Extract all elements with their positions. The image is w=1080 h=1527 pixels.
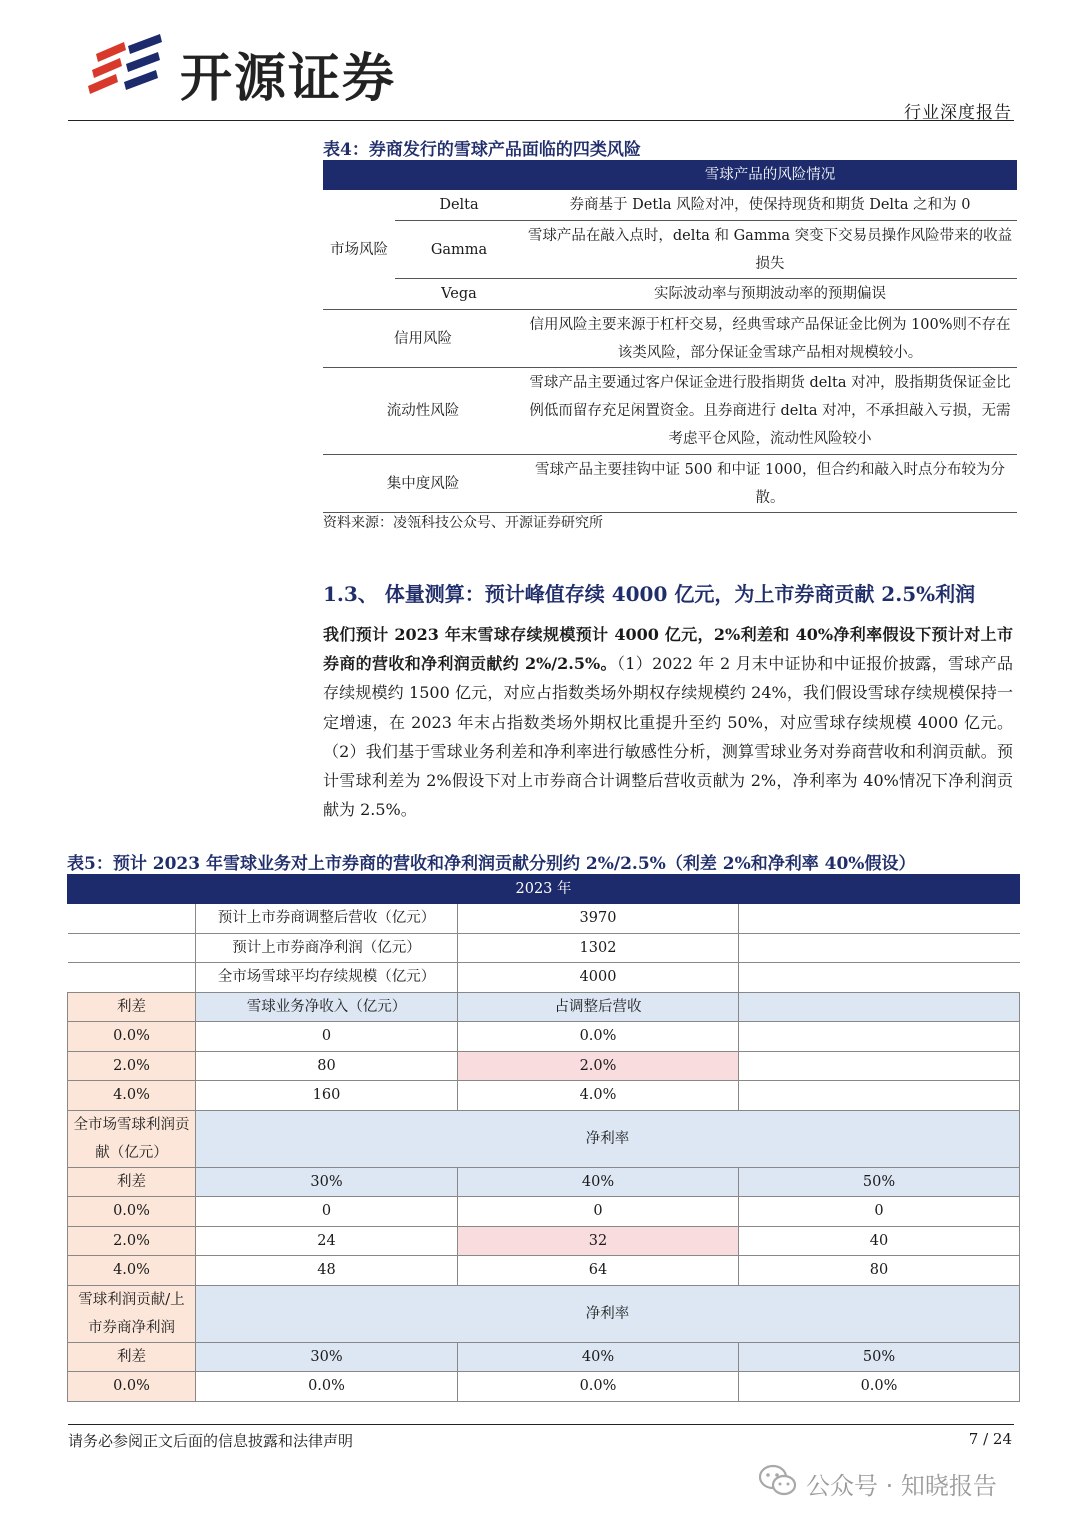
table-row (68, 1197, 1020, 1227)
table-row (68, 1342, 1020, 1372)
company-logo (88, 32, 418, 109)
base-label: 全市场雪球平均存续规模（亿元） (196, 963, 458, 993)
table-row (68, 1081, 1020, 1111)
blank-cell (68, 904, 196, 934)
share-value: 4.0% (458, 1081, 739, 1111)
risk-table-header: 雪球产品的风险情况 (523, 160, 1017, 190)
blank-cell (68, 933, 196, 963)
margin-header: 30% (196, 1342, 458, 1372)
blank-cell (739, 904, 1020, 934)
income-header: 雪球业务净收入（亿元） (196, 992, 458, 1022)
spread-value: 0.0% (68, 1197, 196, 1227)
ratio-value: 0.0% (739, 1372, 1020, 1402)
paragraph-lead: 我们预计 2023 年末雪球存续规模预计 4000 亿元，2%利差和 40%净利率假设下预计对上市券商的营收和净利润贡献约 2%/2.5%。 (323, 625, 1013, 674)
risk-desc: 实际波动率与预期波动率的预期偏误 (523, 279, 1017, 310)
section-paragraph (323, 620, 1013, 824)
risk-desc: 雪球产品主要挂钩中证 500 和中证 1000，但合约和敲入时点分布较为分散。 (523, 455, 1017, 513)
share-value: 0.0% (458, 1022, 739, 1052)
table-row (323, 310, 1017, 368)
table-row (68, 1285, 1020, 1342)
risk-name: 信用风险 (323, 310, 523, 368)
margin-header: 40% (458, 1167, 739, 1197)
risk-name: 流动性风险 (323, 368, 523, 455)
share-header: 占调整后营收 (458, 992, 739, 1022)
profit-value: 0 (458, 1197, 739, 1227)
table-row (68, 992, 1020, 1022)
table-row (323, 190, 1017, 221)
header-divider (68, 120, 1014, 121)
table-row (68, 1372, 1020, 1402)
footer-disclaimer: 请务必参阅正文后面的信息披露和法律声明 (68, 1432, 354, 1450)
table-row (68, 1256, 1020, 1286)
footer-divider (68, 1424, 1014, 1425)
blank-cell (739, 1081, 1020, 1111)
net-margin-label: 净利率 (196, 1110, 1020, 1167)
header-blank-cell (323, 160, 523, 190)
section-title: 1.3、 体量测算：预计峰值存续 4000 亿元，为上市券商贡献 2.5%利润 (323, 582, 976, 606)
table-row (68, 963, 1020, 993)
spread-value: 2.0% (68, 1226, 196, 1256)
wechat-icon (758, 1464, 798, 1498)
net-margin-label: 净利率 (196, 1285, 1020, 1342)
year-header: 2023 年 (68, 875, 1020, 904)
table-row (68, 1110, 1020, 1167)
table-row (68, 1167, 1020, 1197)
risk-desc: 券商基于 Detla 风险对冲，使保持现货和期货 Delta 之和为 0 (523, 190, 1017, 221)
margin-header: 50% (739, 1342, 1020, 1372)
spread-value: 2.0% (68, 1051, 196, 1081)
profit-value: 80 (739, 1256, 1020, 1286)
risk-name: Delta (395, 190, 523, 221)
table-row (68, 904, 1020, 934)
spread-header: 利差 (68, 1167, 196, 1197)
year-header-row (68, 875, 1020, 904)
income-value: 80 (196, 1051, 458, 1081)
base-value: 1302 (458, 933, 739, 963)
spread-header: 利差 (68, 992, 196, 1022)
table-row (323, 368, 1017, 455)
spread-value: 0.0% (68, 1022, 196, 1052)
profit-value: 24 (196, 1226, 458, 1256)
paragraph-body: （1）2022 年 2 月末中证协和中证报价披露，雪球产品存续规模约 1500 亿元，对应占指数类场外期权存续规模约 24%，我们假设雪球存续规模保持一定增速，在 2023 年末占指数类场外期权比重提升至约 50%，对应雪球存续规模 4000 亿元。（2）我们基于雪球业务利差和净利率进行敏感性分析，测算雪球业务对券商营收和利润贡献。预计雪球利差为 2%假设下对上市券商合计调整后营收贡献为 2%，净利率为 40%情况下净利润贡献为 2.5%。 (323, 654, 1013, 820)
profit-value: 0 (196, 1197, 458, 1227)
risk-table-header-row (323, 160, 1017, 190)
watermark (758, 1462, 1048, 1504)
blank-cell (739, 1022, 1020, 1052)
base-value: 4000 (458, 963, 739, 993)
report-type-label: 行业深度报告 (904, 103, 1012, 123)
margin-header: 50% (739, 1167, 1020, 1197)
risk-desc: 雪球产品主要通过客户保证金进行股指期货 delta 对冲，股指期货保证金比例低而留存充足闲置资金。且券商进行 delta 对冲，不承担敲入亏损，无需考虑平仓风险，流动性风险较小 (523, 368, 1017, 455)
profit-value: 64 (458, 1256, 739, 1286)
table4-source: 资料来源：凌瓴科技公众号、开源证券研究所 (323, 515, 603, 531)
risk-name: 集中度风险 (323, 455, 523, 513)
ratio-value: 0.0% (196, 1372, 458, 1402)
market-risk-label: 市场风险 (323, 190, 395, 310)
profit-value: 48 (196, 1256, 458, 1286)
profit-value-highlight: 32 (458, 1226, 739, 1256)
logo-mark-icon (88, 32, 168, 100)
risk-desc: 信用风险主要来源于杠杆交易，经典雪球产品保证金比例为 100%则不存在该类风险，部分保证金雪球产品相对规模较小。 (523, 310, 1017, 368)
ratio-block-title: 雪球利润贡献/上市券商净利润 (68, 1285, 196, 1342)
watermark-text: 公众号 · 知晓报告 (806, 1472, 997, 1500)
ratio-value: 0.0% (458, 1372, 739, 1402)
margin-header: 40% (458, 1342, 739, 1372)
income-value: 0 (196, 1022, 458, 1052)
spread-value: 0.0% (68, 1372, 196, 1402)
table-row (68, 1022, 1020, 1052)
logo-text: 开源证券 (180, 49, 397, 109)
blank-cell (739, 1051, 1020, 1081)
spread-value: 4.0% (68, 1256, 196, 1286)
profit-block-title: 全市场雪球利润贡献（亿元） (68, 1110, 196, 1167)
table-row (68, 1226, 1020, 1256)
spread-value: 4.0% (68, 1081, 196, 1111)
base-label: 预计上市券商净利润（亿元） (196, 933, 458, 963)
risk-desc: 雪球产品在敲入点时，delta 和 Gamma 突变下交易员操作风险带来的收益损失 (523, 221, 1017, 279)
blank-cell (68, 963, 196, 993)
blank-cell (739, 992, 1020, 1022)
risk-table (323, 160, 1017, 513)
income-value: 160 (196, 1081, 458, 1111)
blank-cell (739, 933, 1020, 963)
base-value: 3970 (458, 904, 739, 934)
margin-header: 30% (196, 1167, 458, 1197)
profit-value: 40 (739, 1226, 1020, 1256)
risk-name: Gamma (395, 221, 523, 279)
table-row (323, 455, 1017, 513)
blank-cell (739, 963, 1020, 993)
spread-header: 利差 (68, 1342, 196, 1372)
table-row (323, 221, 1017, 279)
page-number: 7 / 24 (968, 1430, 1012, 1448)
risk-name: Vega (395, 279, 523, 310)
sensitivity-table (67, 874, 1020, 1402)
profit-value: 0 (739, 1197, 1020, 1227)
table5-caption: 表5：预计 2023 年雪球业务对上市券商的营收和净利润贡献分别约 2%/2.5%（利差 2%和净利率 40%假设） (67, 854, 916, 874)
table-row (323, 279, 1017, 310)
table4-caption: 表4：券商发行的雪球产品面临的四类风险 (323, 140, 641, 160)
table-row (68, 1051, 1020, 1081)
table-row (68, 933, 1020, 963)
share-value-highlight: 2.0% (458, 1051, 739, 1081)
base-label: 预计上市券商调整后营收（亿元） (196, 904, 458, 934)
